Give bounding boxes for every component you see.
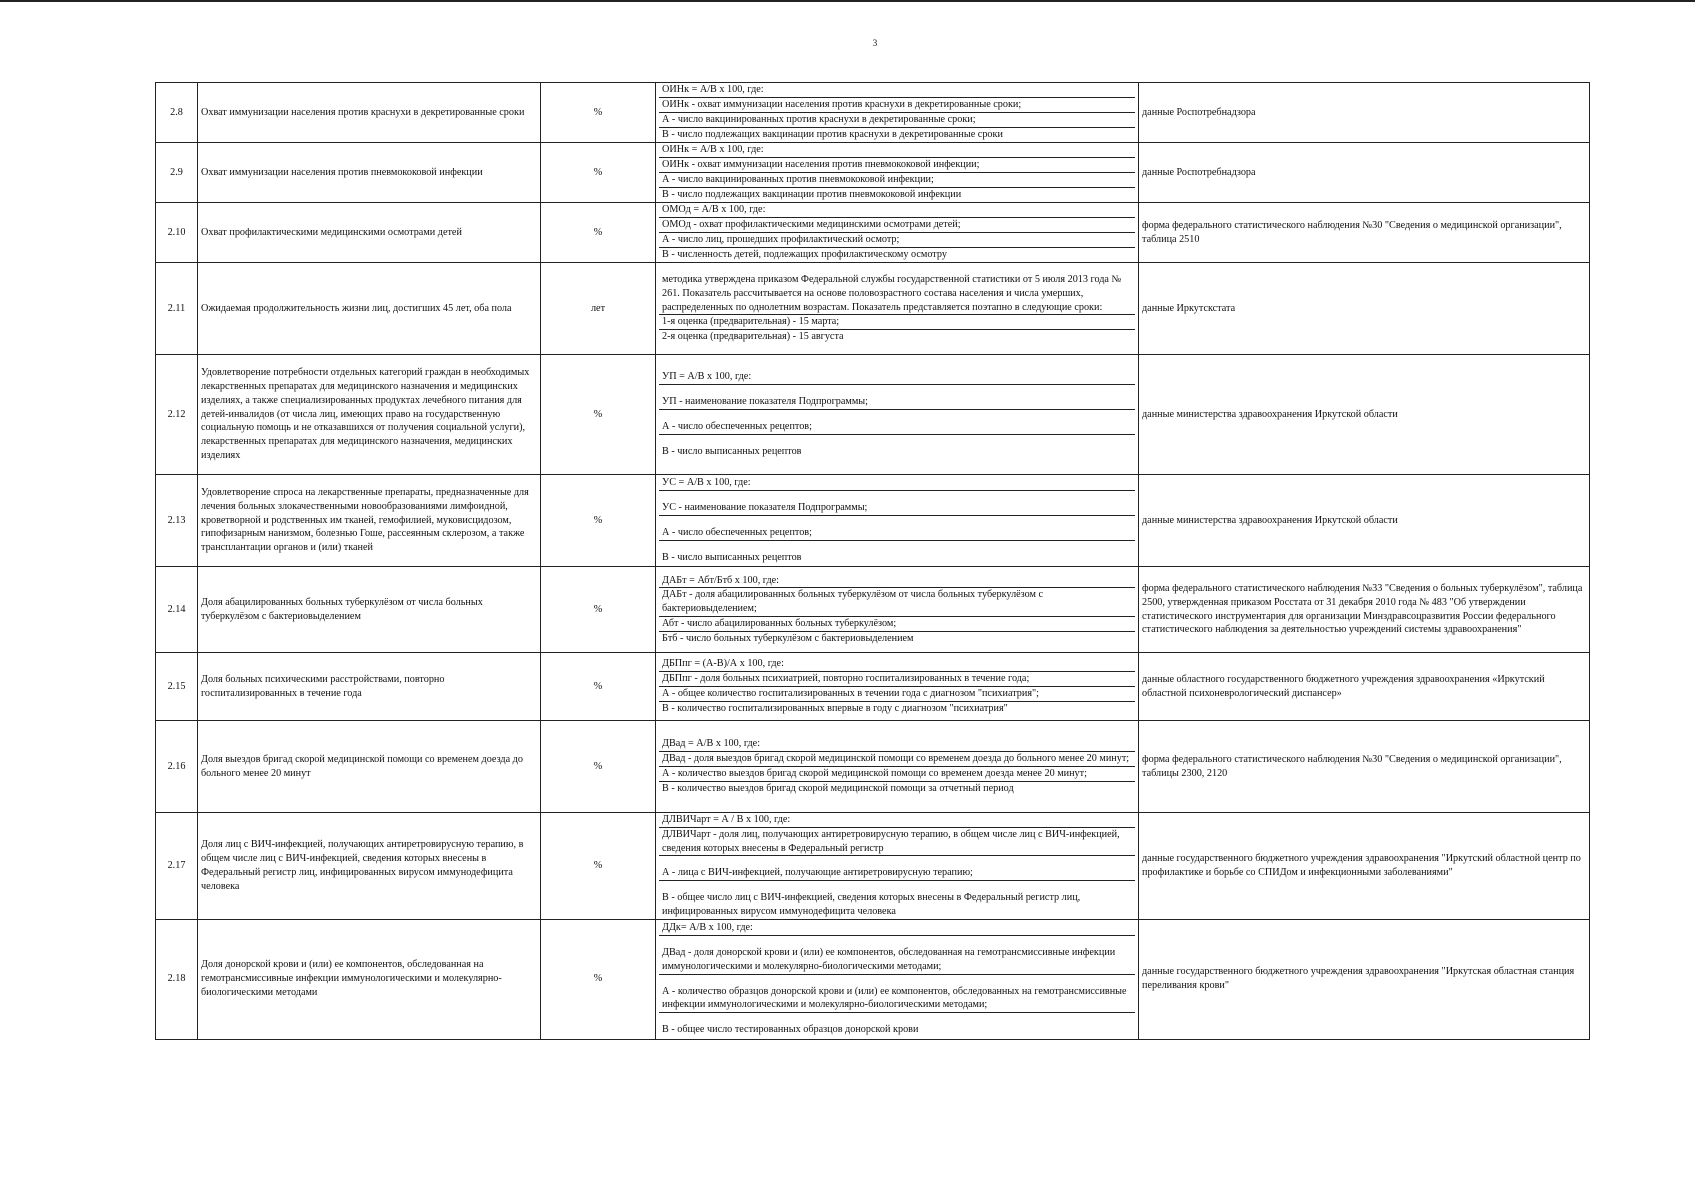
method-line: В - общее число лиц с ВИЧ-инфекцией, сведения которых внесены в Федеральный регистр лиц, инфицированных вирусом иммунодефицита человека	[662, 892, 1081, 917]
data-source: данные министерства здравоохранения Иркутской области	[1139, 355, 1590, 475]
data-source: форма федерального статистического наблюдения №30 "Сведения о медицинской организации", таблица 2510	[1139, 203, 1590, 263]
unit-of-measure: %	[541, 721, 656, 813]
method-line: В - число подлежащих вакцинации против краснухи в декретированные сроки	[662, 128, 1003, 140]
table-row	[156, 919, 1590, 1039]
unit-of-measure: %	[541, 203, 656, 263]
row-number: 2.13	[156, 475, 198, 567]
method-line: ОМОд = А/В х 100, где:	[659, 203, 1135, 218]
row-number: 2.9	[156, 143, 198, 203]
method-line: ДВад - доля выездов бригад скорой медицинской помощи со временем доезда до больного менее 20 минут;	[659, 752, 1135, 767]
method-line: 1-я оценка (предварительная) - 15 марта;	[659, 315, 1135, 330]
indicator-name: Доля больных психическими расстройствами, повторно госпитализированных в течение года	[198, 653, 541, 721]
row-number: 2.17	[156, 813, 198, 920]
indicator-name: Охват профилактическими медицинскими осмотрами детей	[198, 203, 541, 263]
method-line: ОИНк = А/В х 100, где:	[659, 83, 1135, 98]
row-number: 2.16	[156, 721, 198, 813]
unit-of-measure: %	[541, 83, 656, 143]
unit-of-measure: %	[541, 813, 656, 920]
method-line: ДАБт - доля абацилированных больных туберкулёзом от числа больных туберкулёзом с бактериовыделением;	[659, 588, 1135, 617]
row-number: 2.18	[156, 919, 198, 1039]
method-line: ДВад - доля донорской крови и (или) ее компонентов, обследованная на гемотрансмиссивные инфекции иммунологическими и молекулярно-биологическими методами;	[659, 946, 1135, 975]
method-line: ДБПпг - доля больных психиатрией, повторно госпитализированных в течение года;	[659, 672, 1135, 687]
table-row	[156, 83, 1590, 143]
table-row	[156, 813, 1590, 920]
indicator-name: Доля лиц с ВИЧ-инфекцией, получающих антиретровирусную терапию, в общем числе лиц с ВИЧ-инфекцией, сведения которых внесены в Федеральный регистр лиц, инфицированных вирусом иммунодефицита человека	[198, 813, 541, 920]
method-line: ОИНк = А/В х 100, где:	[659, 143, 1135, 158]
method-line: В - общее число тестированных образцов донорской крови	[662, 1024, 919, 1036]
data-source: данные Роспотребнадзора	[1139, 83, 1590, 143]
method-line: А - общее количество госпитализированных в течении года с диагнозом "психиатрия";	[659, 687, 1135, 702]
indicator-name: Охват иммунизации населения против краснухи в декретированные сроки	[198, 83, 541, 143]
unit-of-measure: %	[541, 567, 656, 653]
unit-of-measure: %	[541, 143, 656, 203]
method-line: В - численность детей, подлежащих профилактическому осмотру	[662, 248, 947, 260]
row-number: 2.14	[156, 567, 198, 653]
data-source: данные государственного бюджетного учреждения здравоохранения "Иркутская областная станция переливания крови"	[1139, 919, 1590, 1039]
data-source: форма федерального статистического наблюдения №33 "Сведения о больных туберкулёзом", таблица 2500, утвержденная приказом Росстата от 31 декабря 2010 года № 483 "Об утверждении статистического инструментария для организации Минздравсоцразвития России федерального статистического наблюдения за деятельностью учреждений системы здравоохранения"	[1139, 567, 1590, 653]
method-line: УС = А/В х 100, где:	[659, 476, 1135, 491]
method-line: УС - наименование показателя Подпрограммы;	[659, 501, 1135, 516]
indicator-name: Охват иммунизации населения против пневмококовой инфекции	[198, 143, 541, 203]
row-number: 2.8	[156, 83, 198, 143]
method-line: А - число вакцинированных против пневмококовой инфекции;	[659, 173, 1135, 188]
row-number: 2.11	[156, 263, 198, 355]
method-line: В - число выписанных рецептов	[662, 551, 802, 563]
method-line: ДДк= А/В х 100, где:	[659, 921, 1135, 936]
calculation-method	[656, 203, 1139, 263]
row-number: 2.15	[156, 653, 198, 721]
indicator-name: Удовлетворение потребности отдельных категорий граждан в необходимых лекарственных препаратах для медицинского назначения и медицинских изделиях, а также специализированных продуктах лечебного питания для детей-инвалидов (от числа лиц, имеющих право на государственную социальную помощь и не отказавшихся от получения социальной услуги), лекарственных препаратах для медицинского назначения, медицинских изделиях	[198, 355, 541, 475]
data-source: форма федерального статистического наблюдения №30 "Сведения о медицинской организации", таблицы 2300, 2120	[1139, 721, 1590, 813]
method-line: А - количество выездов бригад скорой медицинской помощи со временем доезда менее 20 минут;	[659, 767, 1135, 782]
row-number: 2.12	[156, 355, 198, 475]
method-line: В - число подлежащих вакцинации против пневмококовой инфекции	[662, 188, 962, 200]
method-line: В - число выписанных рецептов	[662, 445, 802, 457]
calculation-method	[656, 653, 1139, 721]
unit-of-measure: %	[541, 653, 656, 721]
table-row	[156, 653, 1590, 721]
method-line: А - число вакцинированных против краснухи в декретированные сроки;	[659, 113, 1135, 128]
calculation-method	[656, 355, 1139, 475]
table-row	[156, 203, 1590, 263]
data-source: данные министерства здравоохранения Иркутской области	[1139, 475, 1590, 567]
method-line: А - количество образцов донорской крови и (или) ее компонентов, обследованных на гемотрансмиссивные инфекции иммунологическими и молекулярно-биологическими методами;	[659, 985, 1135, 1014]
method-line: ОИНк - охват иммунизации населения против пневмококовой инфекции;	[659, 158, 1135, 173]
method-line: Абт - число абацилированных больных туберкулёзом;	[659, 617, 1135, 632]
indicators-table	[155, 82, 1590, 1040]
method-line: А - число обеспеченных рецептов;	[659, 420, 1135, 435]
data-source: данные Иркутскстата	[1139, 263, 1590, 355]
calculation-method	[656, 919, 1139, 1039]
method-line: ДБПпг = (А-В)/А х 100, где:	[659, 657, 1135, 672]
indicator-name: Доля выездов бригад скорой медицинской помощи со временем доезда до больного менее 20 минут	[198, 721, 541, 813]
calculation-method	[656, 567, 1139, 653]
method-line: ДЛВИЧарт - доля лиц, получающих антиретровирусную терапию, в общем числе лиц с ВИЧ-инфекцией, сведения которых внесены в Федеральный регистр	[659, 828, 1135, 857]
method-line: 2-я оценка (предварительная) - 15 августа	[662, 331, 844, 343]
indicator-name: Доля донорской крови и (или) ее компонентов, обследованная на гемотрансмиссивные инфекции иммунологическими и молекулярно-биологическими методами	[198, 919, 541, 1039]
method-line: УП - наименование показателя Подпрограммы;	[659, 395, 1135, 410]
indicator-name: Ожидаемая продолжительность жизни лиц, достигших 45 лет, оба пола	[198, 263, 541, 355]
row-number: 2.10	[156, 203, 198, 263]
data-source: данные государственного бюджетного учреждения здравоохранения "Иркутский областной центр по профилактике и борьбе со СПИДом и инфекционными заболеваниями"	[1139, 813, 1590, 920]
method-line: В - количество госпитализированных впервые в году с диагнозом "психиатрия"	[662, 702, 1008, 714]
method-line: А - число обеспеченных рецептов;	[659, 526, 1135, 541]
table-row	[156, 475, 1590, 567]
method-line: ОИНк - охват иммунизации населения против краснухи в декретированные сроки;	[659, 98, 1135, 113]
table-row	[156, 263, 1590, 355]
unit-of-measure: %	[541, 919, 656, 1039]
method-line: А - лица с ВИЧ-инфекцией, получающие антиретровирусную терапию;	[659, 866, 1135, 881]
unit-of-measure: лет	[541, 263, 656, 355]
unit-of-measure: %	[541, 355, 656, 475]
method-line: В - количество выездов бригад скорой медицинской помощи за отчетный период	[662, 782, 1014, 794]
unit-of-measure: %	[541, 475, 656, 567]
method-line: Бтб - число больных туберкулёзом с бактериовыделением	[662, 632, 914, 644]
table-row	[156, 567, 1590, 653]
method-line: ДАБт = Абт/Бтб х 100, где:	[659, 574, 1135, 589]
method-line: ДЛВИЧарт = А / В х 100, где:	[659, 813, 1135, 828]
data-source: данные Роспотребнадзора	[1139, 143, 1590, 203]
calculation-method	[656, 475, 1139, 567]
calculation-method	[656, 263, 1139, 355]
table-row	[156, 143, 1590, 203]
page-number: 3	[872, 38, 878, 48]
method-line: ДВад = А/В х 100, где:	[659, 737, 1135, 752]
table-row	[156, 721, 1590, 813]
method-line: ОМОд - охват профилактическими медицинскими осмотрами детей;	[659, 218, 1135, 233]
calculation-method	[656, 721, 1139, 813]
indicator-name: Доля абацилированных больных туберкулёзом от числа больных туберкулёзом с бактериовыделением	[198, 567, 541, 653]
table-row	[156, 355, 1590, 475]
calculation-method	[656, 143, 1139, 203]
method-line: А - число лиц, прошедших профилактический осмотр;	[659, 233, 1135, 248]
calculation-method	[656, 813, 1139, 920]
calculation-method	[656, 83, 1139, 143]
method-line: УП = А/В х 100, где:	[659, 370, 1135, 385]
data-source: данные областного государственного бюджетного учреждения здравоохранения «Иркутский областной психоневрологический диспансер»	[1139, 653, 1590, 721]
method-line: методика утверждена приказом Федеральной службы государственной статистики от 5 июля 2013 года № 261. Показатель рассчитывается на основе половозрастного состава населения и числа умерших, распределенных по однолетним возрастам. Показатель представляется поэтапно в следующие сроки:	[659, 273, 1135, 315]
top-border	[0, 0, 1695, 2]
indicator-name: Удовлетворение спроса на лекарственные препараты, предназначенные для лечения больных злокачественными новообразованиями лимфоидной, кроветворной и родственных им тканей, гемофилией, муковисцидозом, гипофизарным нанизмом, болезнью Гоше, рассеянным склерозом, а также трансплантации органов и (или) тканей	[198, 475, 541, 567]
